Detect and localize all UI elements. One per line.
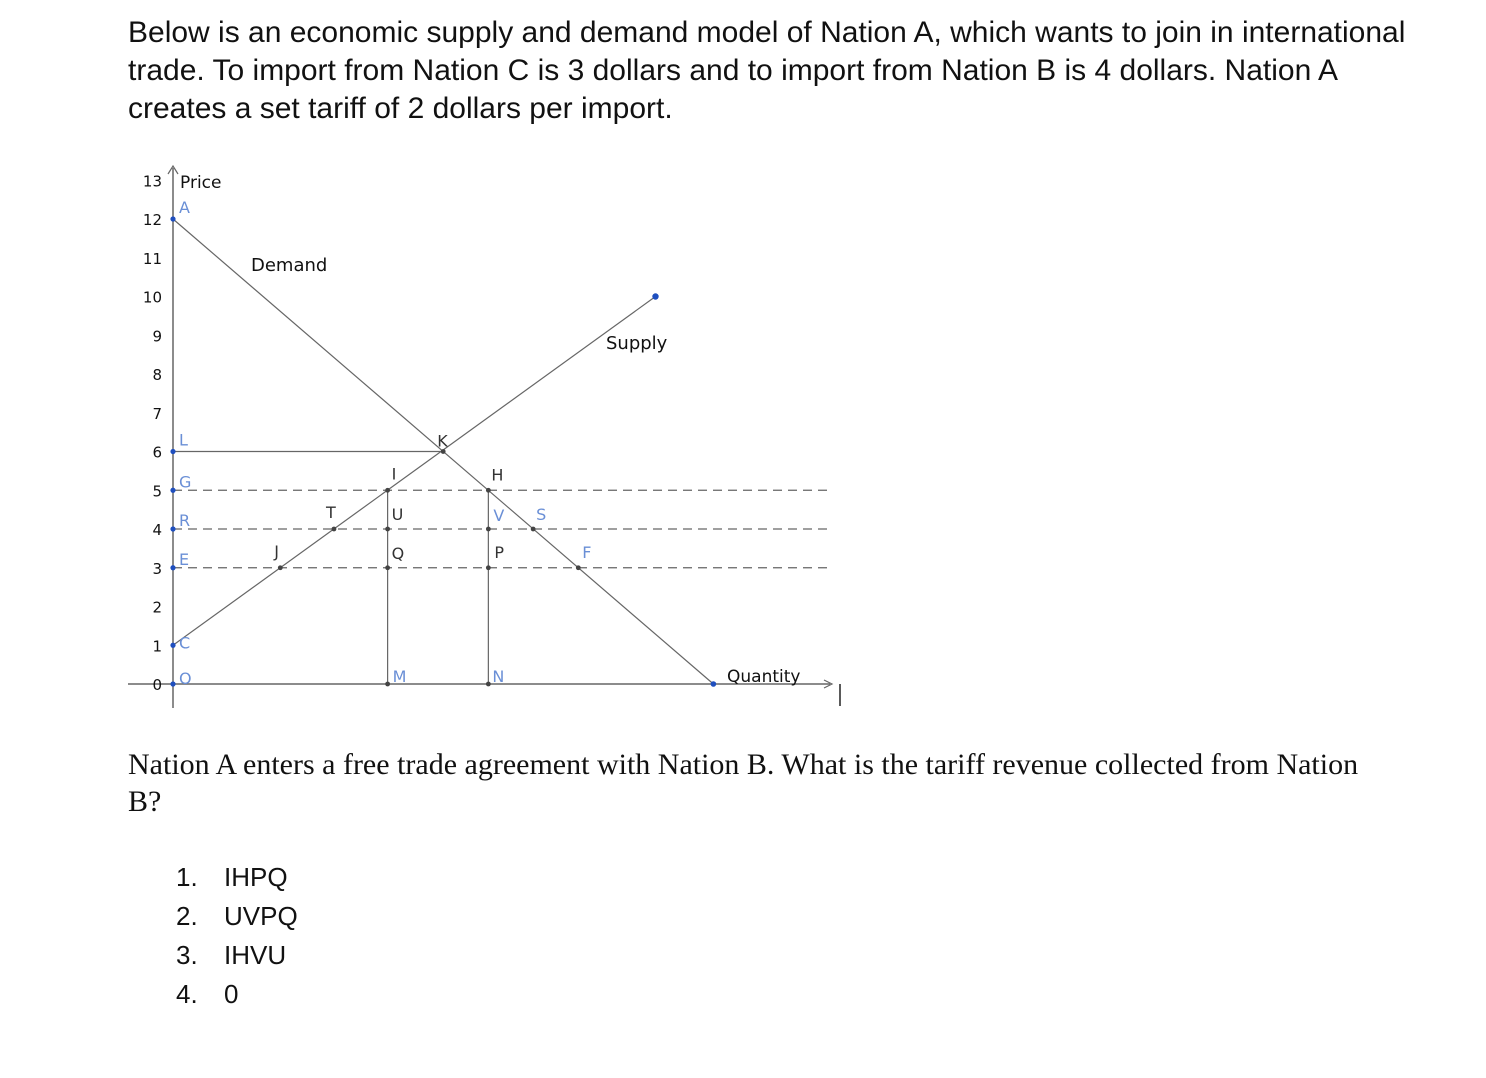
point-Q <box>385 565 390 570</box>
y-tick-label: 6 <box>152 443 162 462</box>
choice-1 <box>176 858 298 897</box>
demand-label: Demand <box>251 255 328 276</box>
point-label-T: T <box>325 503 336 522</box>
x-axis-label: Quantity <box>727 667 801 687</box>
choice-4 <box>176 975 298 1014</box>
point-label-S: S <box>536 505 547 524</box>
question-text: Nation A enters a free trade agreement with Nation B. What is the tariff revenue collected from Nation B? <box>128 748 1359 818</box>
point-S <box>531 527 536 532</box>
choice-3 <box>176 936 298 975</box>
y-tick-label: 13 <box>142 172 162 191</box>
y-tick-label: 2 <box>152 598 162 617</box>
y-tick-label: 8 <box>152 366 162 384</box>
point-G <box>170 488 175 493</box>
point-T <box>332 527 337 532</box>
point-label-I: I <box>391 464 397 484</box>
y-axis-label: Price <box>180 173 222 193</box>
point-label-P: P <box>494 542 505 562</box>
point-M <box>385 682 390 687</box>
y-tick-label: 12 <box>142 211 162 229</box>
point-label-N: N <box>492 667 505 686</box>
y-tick-label: 0 <box>152 676 162 694</box>
point-I <box>385 488 390 493</box>
choice-number: 1. <box>176 862 198 892</box>
point-label-K: K <box>437 431 448 451</box>
point-label-M: M <box>392 667 407 686</box>
y-tick-label: 3 <box>152 559 162 578</box>
y-tick-label: 4 <box>152 521 162 539</box>
choice-label: 0 <box>224 979 239 1009</box>
y-tick-label: 11 <box>142 249 162 268</box>
point-O <box>170 681 175 686</box>
choice-number: 2. <box>176 901 198 931</box>
point-label-F: F <box>582 542 592 562</box>
point-label-C: C <box>179 633 191 653</box>
point-N <box>486 682 491 687</box>
choice-label: UVPQ <box>224 901 298 931</box>
supply-curve <box>173 297 656 646</box>
demand-end-point <box>711 681 717 687</box>
answer-choices <box>176 858 298 1014</box>
y-tick-label: 10 <box>142 288 162 307</box>
point-R <box>170 526 175 531</box>
point-label-G: G <box>179 472 192 492</box>
point-H <box>486 488 491 493</box>
point-F <box>576 565 581 570</box>
supply-label: Supply <box>606 333 668 354</box>
supply-end-point <box>652 293 658 299</box>
point-label-E: E <box>179 549 190 569</box>
point-E <box>170 565 175 570</box>
point-label-Q: Q <box>391 543 405 563</box>
y-tick-label: 9 <box>152 327 162 346</box>
choice-label: IHVU <box>224 940 287 970</box>
choice-2 <box>176 897 298 936</box>
intro-text: Below is an economic supply and demand model of Nation A, which wants to join in international trade. To import from Nation C is 3 dollars and to import from Nation B is 4 dollars. Nation A creates a set tariff of 2 dollars per import. <box>128 16 1406 125</box>
point-label-A: A <box>179 198 190 217</box>
y-tick-label: 5 <box>152 482 162 501</box>
point-label-O: O <box>179 669 192 688</box>
point-J <box>278 565 283 570</box>
point-C <box>170 643 175 648</box>
choice-number: 3. <box>176 940 198 970</box>
point-label-L: L <box>179 430 188 450</box>
choice-number: 4. <box>176 979 198 1009</box>
point-label-U: U <box>391 505 404 524</box>
choice-label: IHPQ <box>224 862 288 892</box>
point-label-R: R <box>179 511 191 530</box>
point-L <box>170 449 175 454</box>
point-A <box>170 216 175 221</box>
y-tick-label: 7 <box>152 404 162 423</box>
point-label-H: H <box>491 465 504 485</box>
point-label-V: V <box>493 506 505 525</box>
point-label-J: J <box>274 541 280 561</box>
point-V <box>486 527 491 532</box>
y-tick-label: 1 <box>152 637 162 656</box>
point-P <box>486 565 491 570</box>
point-U <box>385 527 390 532</box>
